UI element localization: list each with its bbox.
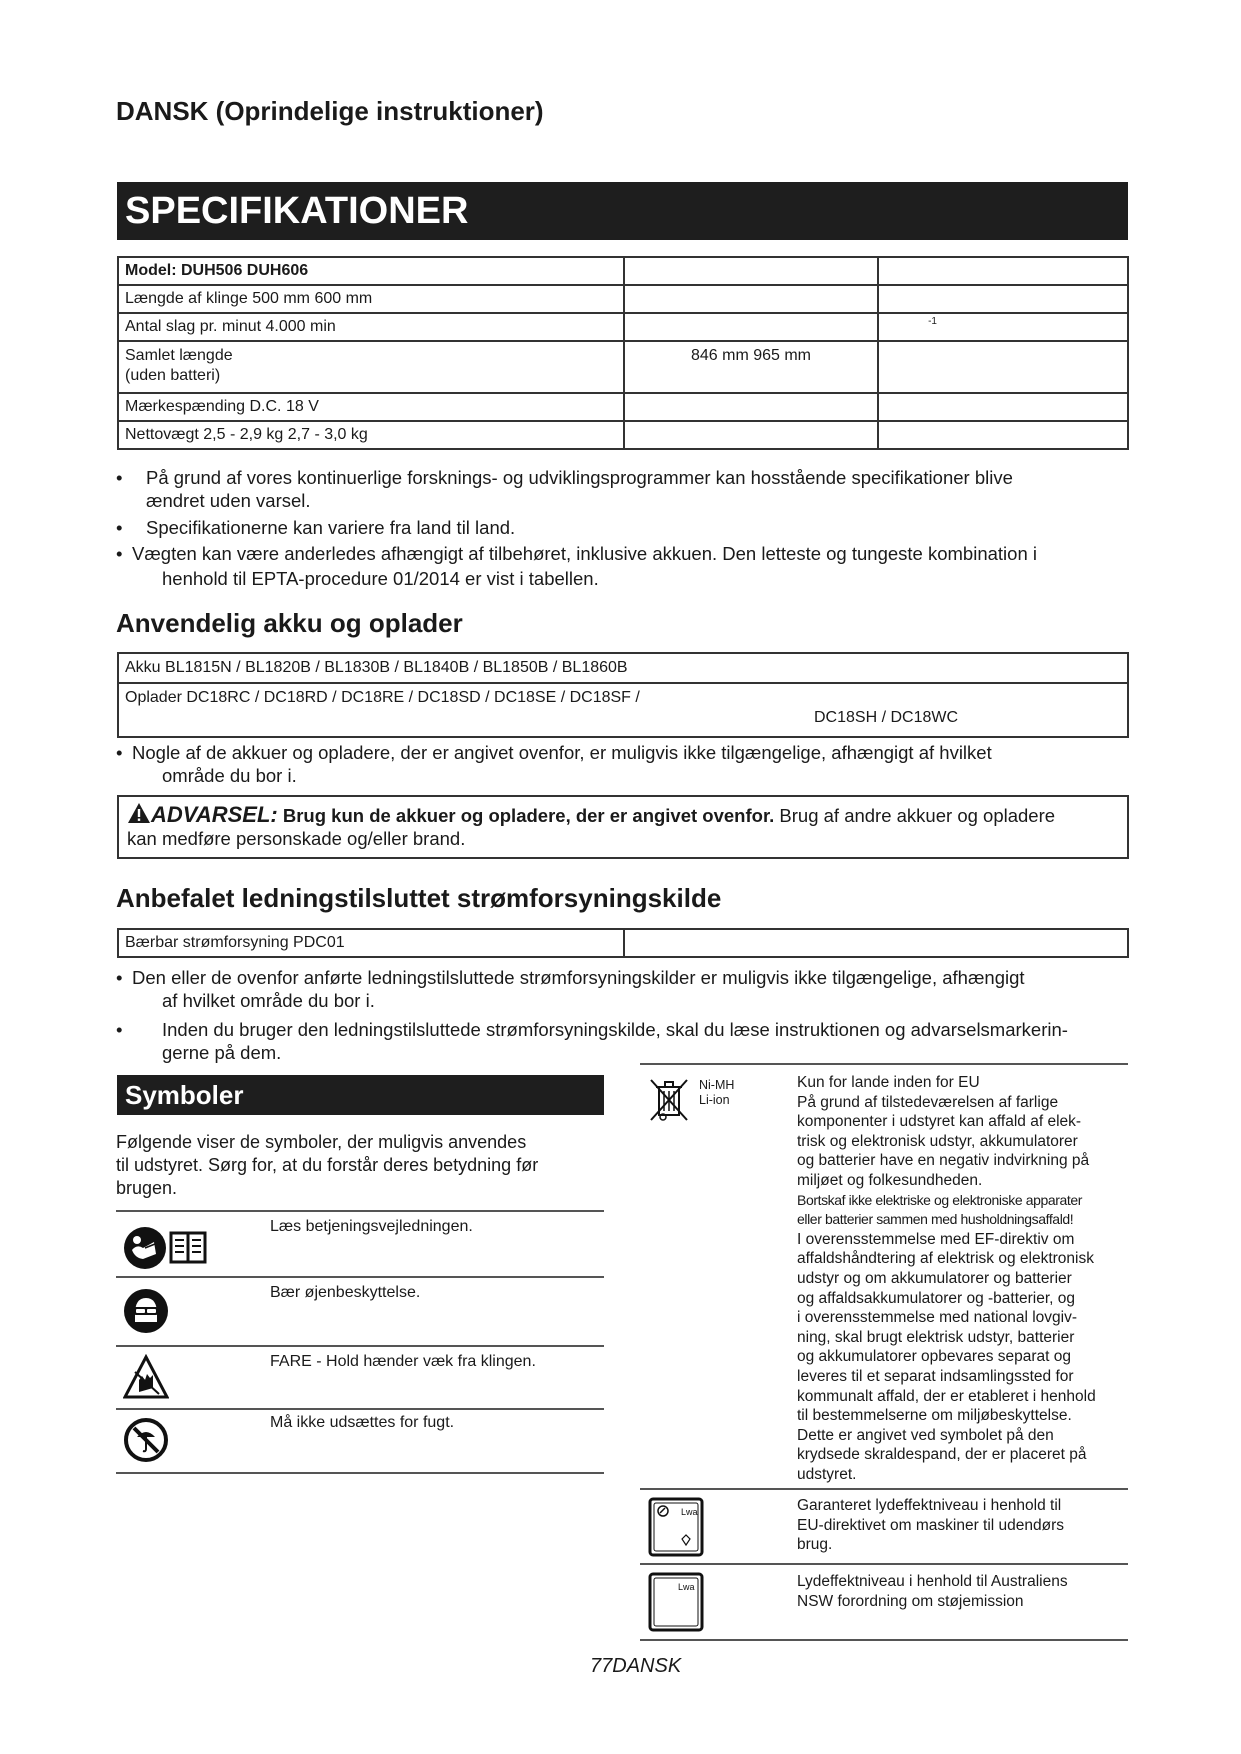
- power-supply-row: Bærbar strømforsyning PDC01: [118, 929, 624, 957]
- warning-box: [117, 795, 1129, 859]
- guaranteed-sound-level-icon-label: Lwa: [681, 1507, 698, 1517]
- divider: [116, 1345, 604, 1347]
- symbol-eye-protection-text: Bær øjenbeskyttelse.: [270, 1284, 421, 1301]
- symbol-hand-danger-text: FARE - Hold hænder væk fra klingen.: [270, 1353, 536, 1370]
- divider: [116, 1210, 604, 1212]
- table-row: [118, 285, 1128, 313]
- divider: [116, 1276, 604, 1278]
- sound-power-level-icon-label: Lwa: [678, 1582, 695, 1592]
- divider: [116, 1472, 604, 1474]
- page-label: DANSK: [612, 1655, 682, 1677]
- warning-triangle-icon: [127, 802, 151, 824]
- warning-label: ADVARSEL:: [151, 802, 278, 827]
- divider: [640, 1063, 1128, 1065]
- table-row: [118, 683, 1128, 737]
- no-moisture-icon: [123, 1417, 169, 1463]
- warning-text-line2: kan medføre personskade og/eller brand.: [127, 828, 466, 849]
- symbols-intro: Følgende viser de symboler, der muligvis anvendes til udstyret. Sørg for, at du forstår deres betydning før brugen.: [116, 1132, 539, 1198]
- spec-overall-length-note: (uden batteri): [125, 367, 221, 384]
- spec-overall-length-label: Samlet længde: [125, 347, 233, 364]
- page-footer: [590, 1655, 681, 1678]
- spec-overall-length-value: 846 mm 965 mm: [624, 341, 878, 393]
- power-heading: Anbefalet ledningstilsluttet strømforsyningskilde: [116, 883, 722, 913]
- table-row: [118, 653, 1128, 683]
- eye-protection-icon: [123, 1288, 169, 1334]
- symbol-no-moisture-text: Må ikke udsættes for fugt.: [270, 1414, 455, 1431]
- symbols-title: Symboler: [117, 1075, 604, 1115]
- warning-text: Brug af andre akkuer og opladere: [774, 805, 1056, 826]
- divider: [640, 1488, 1128, 1490]
- divider: [640, 1639, 1128, 1641]
- spec-model: Model: DUH506 DUH606: [118, 257, 624, 285]
- power-table: [117, 928, 1129, 958]
- warning-strong-text: Brug kun de akkuer og opladere, der er angivet ovenfor.: [282, 805, 775, 826]
- noise-eu-text: Garanteret lydeffektniveau i henhold til EU-direktivet om maskiner til udendørs brug.: [797, 1497, 1065, 1554]
- table-row: [118, 421, 1128, 449]
- bullet: •: [116, 517, 123, 538]
- table-row: [118, 929, 1128, 957]
- spec-strokes-superscript: -1: [878, 313, 1128, 341]
- weee-text: Kun for lande inden for EU På grund af tilstedeværelsen af farlige komponenter i udstyret kan affald af elek- trisk og elektronisk udstyr, akkumulatorer og batterier have en negativ indvirkning på miljøet og folkesundheden. Bortskaf ikke elektriske og elektroniske apparater eller batterier sammen med husholdningsaffald! I overensstemmelse med EF-direktiv om affaldshåndtering af elektrisk og elektronisk udstyr og om akkumulatorer og batterier og affaldsakkumulatorer og -batterier, og i overensstemmelse med national lovgiv- ning, skal brugt elektrisk udstyr, batterier og akkumulatorer opbevares separat og leveres til et separat indsamlingssted for kommunalt affald, der er etableret i henhold til bestemmelserne om miljøbeskyttelse. Dette er angivet ved symbolet på den krydsede skraldespand, der er placeret på udstyret.: [797, 1074, 1096, 1483]
- symbol-read-manual-text: Læs betjeningsvejledningen.: [270, 1218, 473, 1235]
- language-header: DANSK (Oprindelige instruktioner): [116, 96, 544, 126]
- spec-rated-voltage: Mærkespænding D.C. 18 V: [118, 393, 624, 421]
- spec-table: [117, 256, 1129, 450]
- weee-battery-types: Ni-MH Li-ion: [699, 1078, 735, 1107]
- spec-blade-length: Længde af klinge 500 mm 600 mm: [118, 285, 624, 313]
- battery-heading: Anvendelig akku og oplader: [116, 608, 463, 638]
- bullet: •: [116, 967, 123, 988]
- bullet: •: [116, 543, 123, 564]
- divider: [116, 1408, 604, 1410]
- spec-overall-length: [118, 341, 624, 393]
- table-row: [118, 393, 1128, 421]
- table-row: [118, 341, 1128, 393]
- sound-power-level-icon: [648, 1572, 704, 1632]
- battery-table: [117, 652, 1129, 738]
- hand-danger-icon: [123, 1354, 169, 1400]
- divider: [640, 1563, 1128, 1565]
- bullet: •: [116, 467, 123, 488]
- charger-list: Oplader DC18RC / DC18RD / DC18RE / DC18SD / DC18SE / DC18SF / DC18SH / DC18WC: [118, 683, 1128, 737]
- crossed-bin-icon: [648, 1077, 690, 1123]
- spec-strokes: Antal slag pr. minut 4.000 min: [118, 313, 624, 341]
- noise-au-text: Lydeffektniveau i henhold til Australiens NSW forordning om støjemission: [797, 1573, 1068, 1610]
- spec-title: SPECIFIKATIONER: [117, 182, 1128, 240]
- page-number: 77: [590, 1655, 613, 1677]
- bullet: •: [116, 742, 123, 763]
- guaranteed-sound-level-icon: [648, 1497, 704, 1557]
- table-row: [118, 313, 1128, 341]
- table-row: [118, 257, 1128, 285]
- bullet: •: [116, 1019, 123, 1040]
- read-manual-icon: [123, 1226, 207, 1270]
- battery-list: Akku BL1815N / BL1820B / BL1830B / BL1840B / BL1850B / BL1860B: [118, 653, 1128, 683]
- spec-net-weight: Nettovægt 2,5 - 2,9 kg 2,7 - 3,0 kg: [118, 421, 624, 449]
